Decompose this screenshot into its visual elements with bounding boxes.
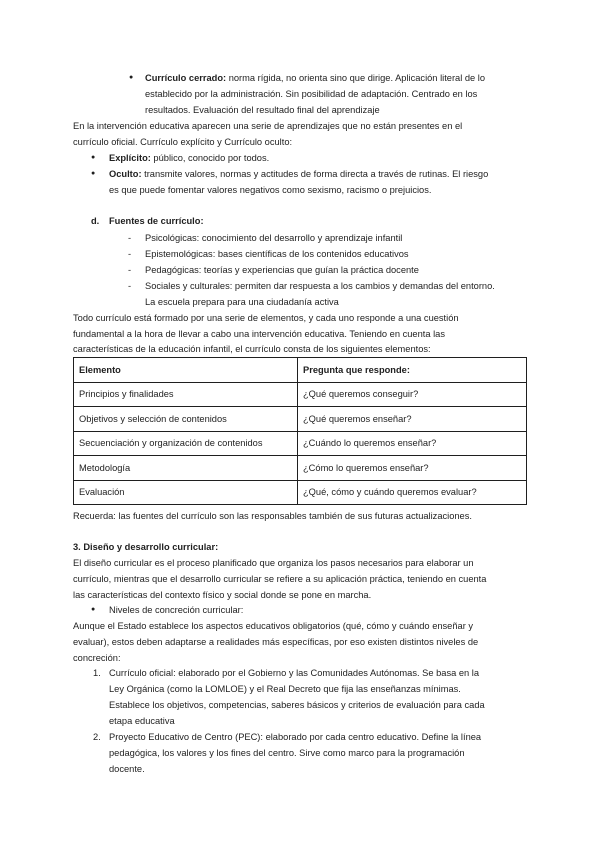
paragraph-line: El diseño curricular es el proceso planificado que organiza los pasos necesarios para elaborar un — [73, 558, 474, 568]
table-row — [74, 407, 527, 432]
table-cell: ¿Cuándo lo queremos enseñar? — [298, 431, 527, 456]
paragraph-line: currículo, mientras que el desarrollo curricular se refiere a su aplicación práctica, teniendo en cuenta — [73, 574, 487, 584]
list-item-line: docente. — [109, 764, 145, 774]
cerrado-line-2: establecido por la administración. Sin posibilidad de adaptación. Centrado en los — [145, 89, 478, 99]
niveles-bullet: Niveles de concreción curricular: — [109, 605, 244, 615]
fuentes-heading: Fuentes de currículo: — [109, 216, 204, 226]
list-item-line: Currículo oficial: elaborado por el Gobierno y las Comunidades Autónomas. Se basa en la — [109, 668, 480, 678]
table-header-cell: Pregunta que responde: — [298, 358, 527, 383]
table-cell: Metodología — [74, 456, 298, 481]
table-header-row — [74, 358, 527, 383]
paragraph-line: evaluar), estos deben adaptarse a realidades más específicas, por eso existen distintos niveles de — [73, 637, 479, 647]
cerrado-line-1: Currículo cerrado: norma rígida, no orienta sino que dirige. Aplicación literal de lo — [145, 73, 486, 83]
bullet-icon: ● — [91, 170, 96, 177]
table-cell: Principios y finalidades — [74, 382, 298, 407]
table-cell: Evaluación — [74, 480, 298, 505]
paragraph-line: Todo currículo está formado por una serie de elementos, y cada uno responde a una cuestión — [73, 313, 459, 323]
list-item-line: Proyecto Educativo de Centro (PEC): elaborado por cada centro educativo. Define la línea — [109, 732, 482, 742]
table-row — [74, 382, 527, 407]
list-item-line: Establece los objetivos, competencias, saberes básicos y criterios de evaluación para cada — [109, 700, 485, 710]
section-heading: 3. Diseño y desarrollo curricular: — [73, 542, 219, 552]
fuentes-item-continuation: La escuela prepara para una ciudadanía activa — [145, 297, 339, 307]
list-number: 1. — [93, 668, 101, 678]
bullet-icon: ● — [91, 606, 96, 613]
paragraph-line: currículo oficial. Currículo explícito y Currículo oculto: — [73, 137, 293, 147]
paragraph-line: características de la educación infantil, el currículo consta de los siguientes elementos: — [73, 344, 431, 354]
fuentes-item: Pedagógicas: teorías y experiencias que guían la práctica docente — [145, 265, 419, 275]
explicito-term: Explícito: — [109, 153, 151, 163]
table-row — [74, 431, 527, 456]
recuerda-note: Recuerda: las fuentes del currículo son las responsables también de sus futuras actualizaciones. — [73, 511, 472, 521]
paragraph-line: concreción: — [73, 653, 121, 663]
list-number: 2. — [93, 732, 101, 742]
dash-icon: - — [128, 233, 132, 243]
bullet-icon: ● — [129, 74, 134, 81]
list-item-line: pedagógica, los valores y los fines del centro. Sirve como marco para la programación — [109, 748, 465, 758]
table-cell: ¿Cómo lo queremos enseñar? — [298, 456, 527, 481]
paragraph-line: las características del contexto físico y social donde se pone en marcha. — [73, 590, 372, 600]
paragraph-line: fundamental a la hora de llevar a cabo una intervención educativa. Teniendo en cuenta las — [73, 329, 445, 339]
cerrado-line-3: resultados. Evaluación del resultado final del aprendizaje — [145, 105, 380, 115]
paragraph-line: En la intervención educativa aparecen una serie de aprendizajes que no están presentes en el — [73, 121, 463, 131]
dash-icon: - — [128, 249, 132, 259]
table-cell: Secuenciación y organización de contenidos — [74, 431, 298, 456]
elements-table — [73, 357, 527, 505]
paragraph-line: Aunque el Estado establece los aspectos educativos obligatorios (qué, cómo y cuándo enseñar y — [73, 621, 474, 631]
oculto-term: Oculto: — [109, 169, 142, 179]
bullet-icon: ● — [91, 154, 96, 161]
fuentes-item: Psicológicas: conocimiento del desarrollo y aprendizaje infantil — [145, 233, 403, 243]
list-item-line: Ley Orgánica (como la LOMLOE) y el Real Decreto que fija las enseñanzas mínimas. — [109, 684, 461, 694]
cerrado-term: Currículo cerrado: — [145, 73, 227, 83]
table-cell: ¿Qué queremos conseguir? — [298, 382, 527, 407]
table-header-cell: Elemento — [74, 358, 298, 383]
fuentes-item: Sociales y culturales: permiten dar respuesta a los cambios y demandas del entorno. — [145, 281, 495, 291]
dash-icon: - — [128, 281, 132, 291]
list-item-line: etapa educativa — [109, 716, 175, 726]
dash-icon: - — [128, 265, 132, 275]
oculto-line-2: es que puede fomentar valores negativos como sexismo, racismo o prejuicios. — [109, 185, 432, 195]
table-cell: Objetivos y selección de contenidos — [74, 407, 298, 432]
table-row — [74, 456, 527, 481]
fuentes-item: Epistemológicas: bases científicas de los contenidos educativos — [145, 249, 409, 259]
explicito-item: Explícito: público, conocido por todos. — [109, 153, 270, 163]
fuentes-marker: d. — [91, 216, 100, 226]
oculto-item: Oculto: transmite valores, normas y actitudes de forma directa a través de rutinas. El riesgo — [109, 169, 489, 179]
table-cell: ¿Qué, cómo y cuándo queremos evaluar? — [298, 480, 527, 505]
table-row — [74, 480, 527, 505]
table-cell: ¿Qué queremos enseñar? — [298, 407, 527, 432]
